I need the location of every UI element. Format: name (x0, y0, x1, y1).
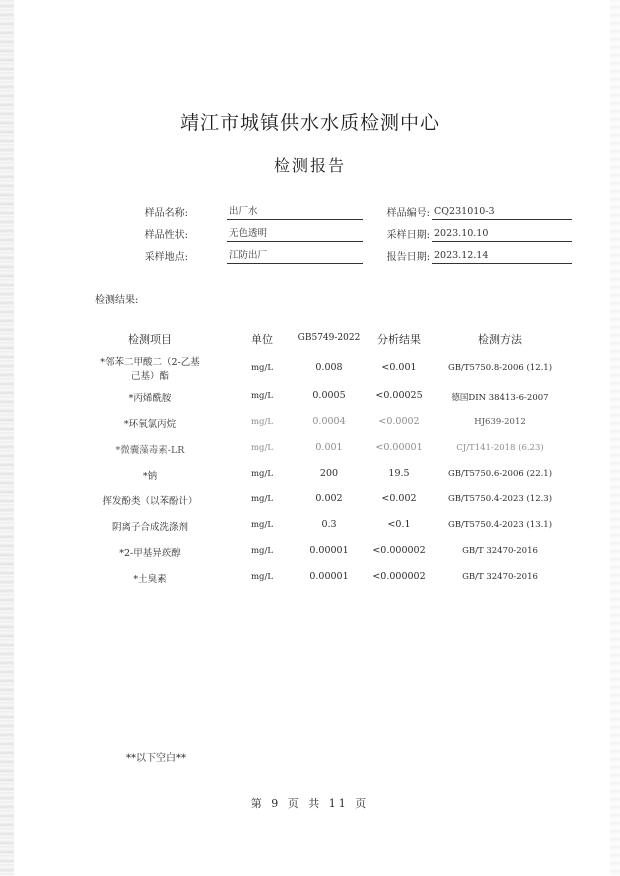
report-title: 检测报告 (273, 156, 346, 175)
row-method: GB/T5750.4-2023 (12.3) (447, 494, 553, 504)
row-method: GB/T 32470-2016 (462, 572, 538, 582)
report-date-value: 2023.12.14 (432, 248, 572, 264)
row-limit: 0.0005 (312, 390, 346, 401)
row-unit: mg/L (250, 494, 273, 504)
blank-below-note: **以下空白** (126, 753, 186, 764)
header-result: 分析结果 (377, 333, 421, 346)
row-limit: 0.008 (315, 362, 343, 373)
info-row-3 (0, 248, 620, 268)
row-item: 挥发酚类（以苯酚计） (102, 496, 198, 507)
row-item-line2: 己基）酯 (130, 371, 169, 382)
row-method: HJ639-2012 (474, 417, 526, 427)
row-item: *钠 (142, 471, 158, 482)
row-unit: mg/L (250, 520, 273, 530)
row-unit: mg/L (250, 469, 273, 479)
row-limit: 200 (319, 468, 339, 479)
header-limit: GB5749-2022 (297, 333, 361, 343)
row-item: 阴离子合成洗涤剂 (111, 522, 188, 533)
row-method: GB/T5750.4-2023 (13.1) (447, 520, 553, 530)
row-limit: 0.3 (321, 519, 337, 530)
sample-name-value: 出厂水 (227, 204, 363, 220)
sampling-date-value: 2023.10.10 (432, 226, 572, 242)
row-item: *2-甲基异莰醇 (119, 548, 181, 559)
report-date-label: 报告日期: (386, 252, 430, 263)
row-method: GB/T5750.6-2006 (22.1) (447, 469, 553, 479)
row-method: 德国DIN 38413-6-2007 (451, 393, 549, 403)
row-limit: 0.0004 (312, 416, 346, 427)
row-unit: mg/L (250, 546, 273, 556)
sampling-site-label: 采样地点: (144, 252, 188, 263)
row-result: <0.1 (387, 519, 411, 530)
row-unit: mg/L (250, 572, 273, 582)
info-row-2 (0, 226, 620, 246)
row-method: CJ/T141-2018 (6.23) (456, 443, 544, 453)
row-result: <0.0002 (378, 416, 420, 427)
header-method: 检测方法 (478, 333, 522, 346)
sampling-site-value: 江防出厂 (227, 248, 363, 264)
sample-no-value: CQ231010-3 (432, 204, 572, 220)
sample-property-label: 样品性状: (144, 230, 188, 241)
row-limit: 0.001 (315, 442, 343, 453)
sample-property-value: 无色透明 (227, 226, 363, 242)
row-result: <0.000002 (372, 545, 426, 556)
row-result: <0.002 (381, 493, 417, 504)
row-unit: mg/L (250, 391, 273, 401)
row-item-line1: *邻苯二甲酸二（2-乙基 (100, 357, 200, 368)
row-limit: 0.00001 (309, 571, 349, 582)
row-item: *土臭素 (133, 574, 167, 585)
row-method: GB/T5750.8-2006 (12.1) (447, 363, 553, 373)
organization-title: 靖江市城镇供水水质检测中心 (179, 112, 440, 134)
header-unit: 单位 (251, 333, 273, 346)
row-limit: 0.002 (315, 493, 343, 504)
row-unit: mg/L (250, 417, 273, 427)
results-label: 检测结果: (95, 295, 139, 306)
row-item: *微囊藻毒素-LR (115, 445, 185, 456)
info-row-1 (0, 204, 620, 224)
row-result: <0.00025 (375, 390, 423, 401)
row-result: <0.00001 (375, 442, 423, 453)
row-result: <0.001 (381, 362, 417, 373)
row-item: *环氧氯丙烷 (123, 419, 177, 430)
row-method: GB/T 32470-2016 (462, 546, 538, 556)
row-unit: mg/L (250, 363, 273, 373)
sample-name-label: 样品名称: (144, 208, 188, 219)
sample-no-label: 样品编号: (386, 208, 430, 219)
header-item: 检测项目 (128, 333, 172, 346)
row-unit: mg/L (250, 443, 273, 453)
row-item: *丙烯酰胺 (128, 393, 172, 404)
row-result: 19.5 (388, 468, 410, 479)
row-result: <0.000002 (372, 571, 426, 582)
sampling-date-label: 采样日期: (386, 230, 430, 241)
page-number: 第 9 页 共 11 页 (250, 797, 370, 810)
row-limit: 0.00001 (309, 545, 349, 556)
